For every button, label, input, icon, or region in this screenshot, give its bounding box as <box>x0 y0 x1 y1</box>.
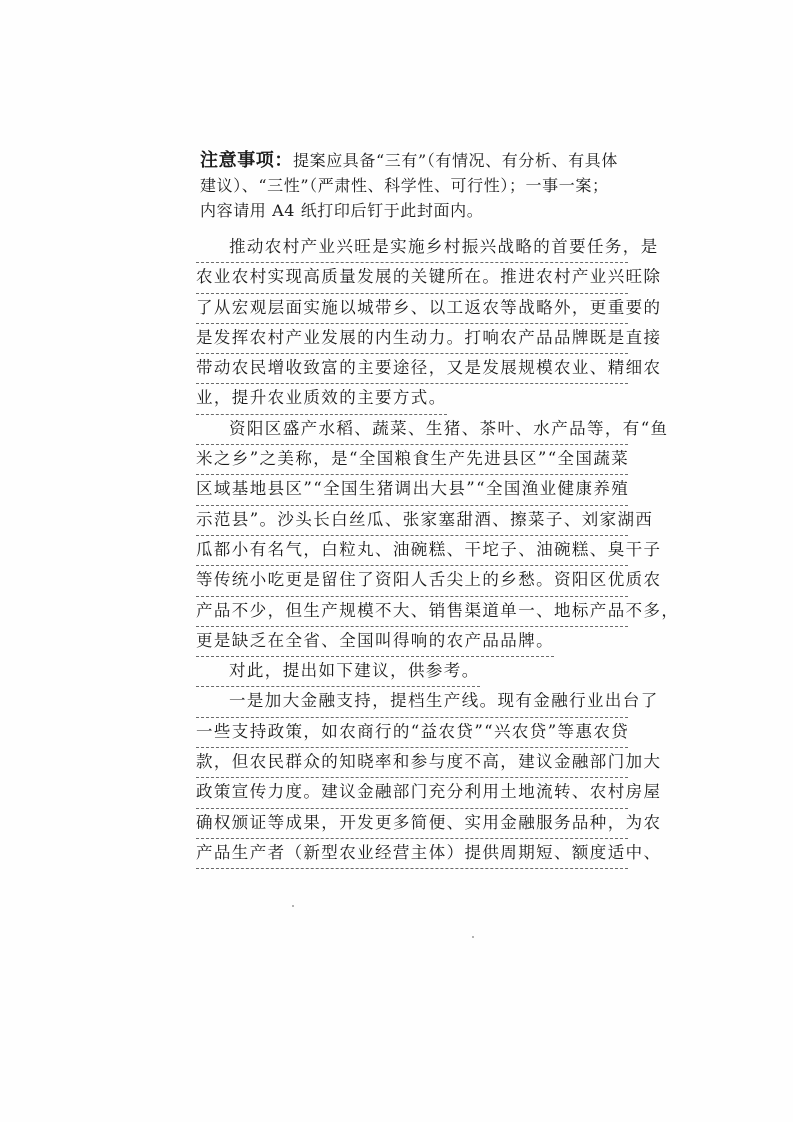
body-line: 米之乡”之美称，是“全国粮食生产先进县区”“全国蔬菜 <box>196 445 628 475</box>
body-line: 一些支持政策，如农商行的“益农贷”“兴农贷”等惠农贷 <box>196 718 628 748</box>
notice-line-3: 内容请用 A4 纸打印后钉于此封面内。 <box>200 201 484 220</box>
body-line: 农业农村实现高质量发展的关键所在。推进农村产业兴旺除 <box>196 263 628 293</box>
proposal-body <box>196 233 680 869</box>
scan-speck <box>292 905 294 907</box>
body-line: 瓜都小有名气，白粒丸、油碗糕、干坨子、油碗糕、臭干子 <box>196 536 628 566</box>
body-line: 产品不少，但生产规模不大、销售渠道单一、地标产品不多， <box>196 597 628 627</box>
notice-block <box>200 148 630 223</box>
body-line: 推动农村产业兴旺是实施乡村振兴战略的首要任务，是 <box>196 233 628 263</box>
body-line: 对此，提出如下建议，供参考。 <box>196 657 480 687</box>
body-line: 等传统小吃更是留住了资阳人舌尖上的乡愁。资阳区优质农 <box>196 566 628 596</box>
notice-heading: 注意事项： <box>200 150 293 171</box>
body-line: 区域基地县区”“全国生猪调出大县”“全国渔业健康养殖 <box>196 475 628 505</box>
body-line: 了从宏观层面实施以城带乡、以工返农等战略外，更重要的 <box>196 294 628 324</box>
body-line: 带动农民增收致富的主要途径，又是发展规模农业、精细农 <box>196 354 628 384</box>
body-line: 一是加大金融支持，提档生产线。现有金融行业出台了 <box>196 687 628 717</box>
body-line: 确权颁证等成果，开发更多简便、实用金融服务品种，为农 <box>196 809 628 839</box>
notice-line-2: 建议）、“三性”（严肃性、科学性、可行性）；一事一案； <box>200 176 609 195</box>
body-line: 是发挥农村产业发展的内生动力。打响农产品品牌既是直接 <box>196 324 628 354</box>
body-line: 业，提升农业质效的主要方式。 <box>196 384 447 414</box>
body-line: 更是缺乏在全省、全国叫得响的农产品品牌。 <box>196 627 554 657</box>
notice-line-1 <box>200 148 630 173</box>
body-line: 款，但农民群众的知晓率和参与度不高，建议金融部门加大 <box>196 748 628 778</box>
notice-text-1: 提案应具备“三有”（有情况、有分析、有具体 <box>293 151 618 170</box>
body-line: 资阳区盛产水稻、蔬菜、生猪、茶叶、水产品等，有“鱼 <box>196 415 628 445</box>
body-line: 示范县”。沙头长白丝瓜、张家塞甜酒、擦菜子、刘家湖西 <box>196 506 628 536</box>
body-line: 政策宣传力度。建议金融部门充分利用土地流转、农村房屋 <box>196 778 628 808</box>
body-line: 产品生产者（新型农业经营主体）提供周期短、额度适中、 <box>196 839 628 869</box>
scan-speck <box>472 936 474 938</box>
